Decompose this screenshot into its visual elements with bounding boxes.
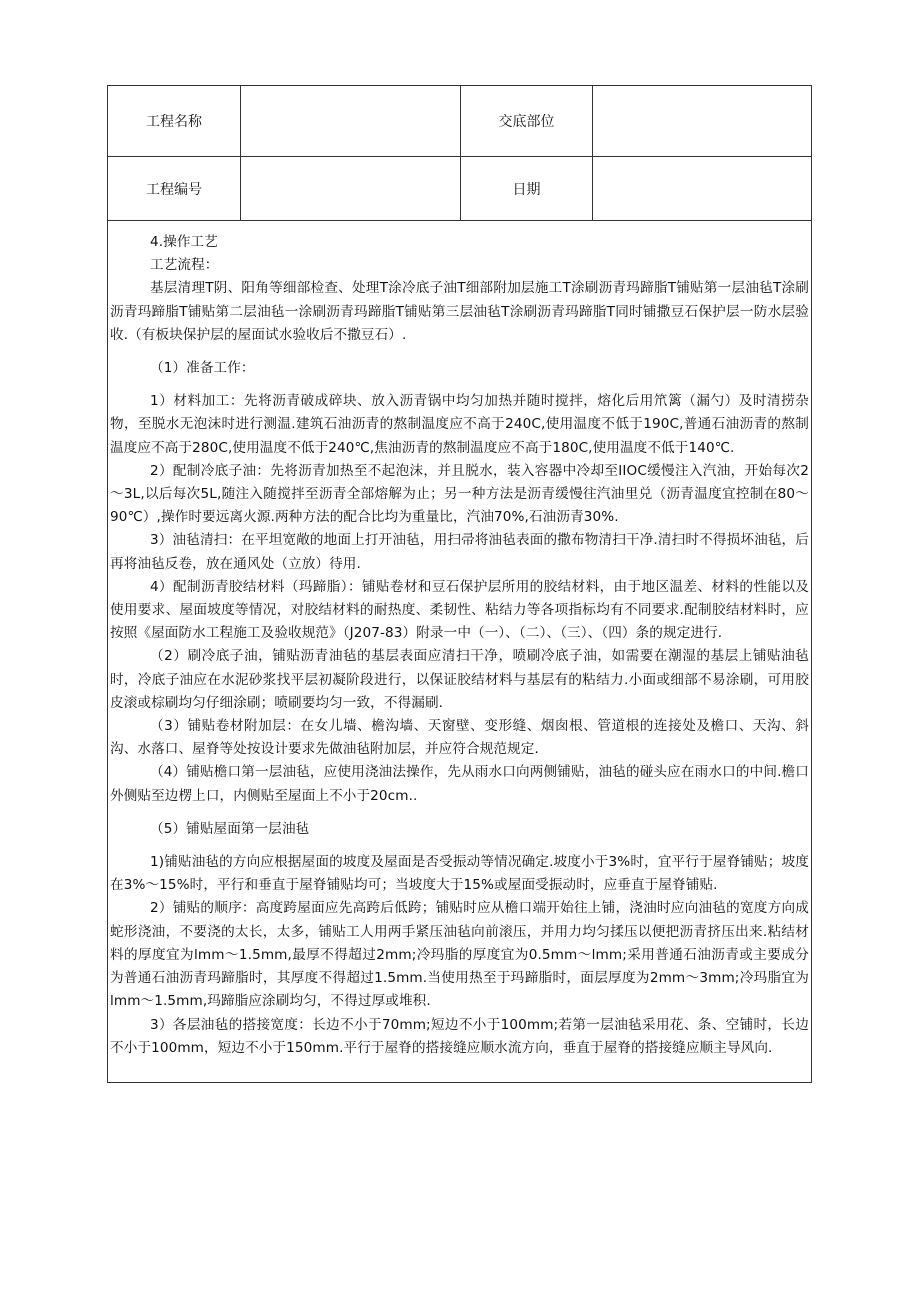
subheading: 工艺流程： (150, 257, 219, 274)
paragraph: 2）配制冷底子油：先将沥青加热至不起泡沫，并且脱水，装入容器中冷却至IIOC缓慢注入汽油，开始每次2～3L,以后每次5L,随注入随搅拌至沥青全部熔解为止；另一种方法是沥青缓慢往汽油里兑（沥青温度宜控制在80～90℃）,操作时要远离火源.两种方法的配合比均为重量比，汽油70%,石油沥青30%. (110, 462, 809, 526)
project-no-label: 工程编号 (108, 157, 241, 220)
paragraph: （3）铺贴卷材附加层：在女儿墙、檐沟墙、天窗壁、变形缝、烟囱根、管道根的连接处及檐口、天沟、斜沟、水落口、屋脊等处按设计要求先做油毡附加层，并应符合规范规定. (110, 718, 809, 758)
subheading: （5）铺贴屋面第一层油毡 (150, 820, 310, 837)
project-name-value (241, 86, 461, 156)
header-row-1 (108, 86, 811, 157)
paragraph: 2）铺贴的顺序：高度跨屋面应先高跨后低跨；铺贴时应从檐口端开始往上铺，浇油时应向油毡的宽度方向成蛇形浇油，不要浇的太长，太多，铺贴工人用两手紧压油毡向前滚压，并用力均匀揉压以便把沥青挤压出来.粘结材料的厚度宜为lmm～1.5mm,最厚不得超过2mm;冷玛脂的厚度宜为0.5mm～lmm;采用普通石油沥青或主要成分为普通石油沥青玛蹄脂时，其厚度不得超过1.5mm.当使用热至于玛蹄脂时，面层厚度为2mm～3mm;冷玛脂宜为lmm～1.5mm,玛蹄脂应涂刷均匀，不得过厚或堆积. (110, 900, 809, 1010)
paragraph: 4）配制沥青胶结材料（玛蹄脂）：铺贴卷材和豆石保护层所用的胶结材料，由于地区温差、材料的性能以及使用要求、屋面坡度等情况，对胶结材料的耐热度、柔韧性、粘结力等各项指标均有不同要求.配制胶结材料时，应按照《屋面防水工程施工及验收规范》（J207-83）附录一中（一）、（二）、（三）、（四）条的规定进行. (110, 578, 809, 642)
paragraph: 3）油毡清扫：在平坦宽敞的地面上打开油毡，用扫帚将油毡表面的撒布物清扫干净.清扫时不得损坏油毡，后再将油毡反卷，放在通风处（立放）待用. (110, 532, 809, 572)
header-row-2 (108, 157, 811, 221)
date-label: 日期 (461, 157, 593, 220)
section-heading: 4.操作工艺 (150, 234, 218, 250)
paragraph: 1）材料加工：先将沥青破成碎块、放入沥青锅中均匀加热并随时搅拌，熔化后用笊篱（漏勺）及时清捞杂物，至脱水无泡沫时进行测温.建筑石油沥青的熬制温度应不高于240C,使用温度不低于190C,普通石油沥青的熬制温度应不高于280C,使用温度不低于240℃,焦油沥青的熬制温度应不高于180C,使用温度不低于140℃. (110, 393, 809, 456)
subheading: （1）准备工作： (150, 360, 255, 377)
disclosure-table (107, 85, 812, 1083)
location-value (593, 86, 811, 156)
project-name-label: 工程名称 (108, 86, 241, 156)
paragraph: 基层清理T阴、阳角等细部检查、处理T涂冷底子油T细部附加层施工T涂刷沥青玛蹄脂T铺贴第一层油毡T涂刷沥青玛蹄脂T铺贴第二层油毡一涂刷沥青玛蹄脂T铺贴第三层油毡T涂刷沥青玛蹄脂T同时铺撒豆石保护层一防水层验收.（有板块保护层的屋面试水验收后不撒豆石）. (110, 280, 809, 343)
project-no-value (241, 157, 461, 220)
paragraph: 1)铺贴油毡的方向应根据屋面的坡度及屋面是否受振动等情况确定.坡度小于3%时，宜平行于屋脊铺贴；坡度在3%～15%时，平行和垂直于屋脊铺贴均可；当坡度大于15%或屋面受振动时，应垂直于屋脊铺贴. (110, 854, 809, 894)
date-value (593, 157, 811, 220)
content-cell (108, 221, 811, 1082)
paragraph: （2）刷冷底子油，铺贴沥青油毡的基层表面应清扫干净，喷刷冷底子油，如需要在潮湿的基层上铺贴油毡时，冷底子油应在水泥砂浆找平层初凝阶段进行，以保证胶结材料与基层有的粘结力.小面或细部不易涂刷，可用胶皮滚或棕刷均匀仔细涂刷；喷刷要均匀一致，不得漏刷. (110, 648, 809, 711)
paragraph: （4）铺贴檐口第一层油毡，应使用浇油法操作，先从雨水口向两侧铺贴，油毡的碰头应在雨水口的中间.檐口外侧贴至边楞上口，内侧贴至屋面上不小于20cm.. (110, 764, 809, 804)
location-label: 交底部位 (461, 86, 593, 156)
paragraph: 3）各层油毡的搭接宽度：长边不小于70mm;短边不小于100mm;若第一层油毡采用花、条、空铺时，长边不小于100mm，短边不小于150mm.平行于屋脊的搭接缝应顺水流方向，垂直于屋脊的搭接缝应顺主导风向. (110, 1016, 809, 1056)
